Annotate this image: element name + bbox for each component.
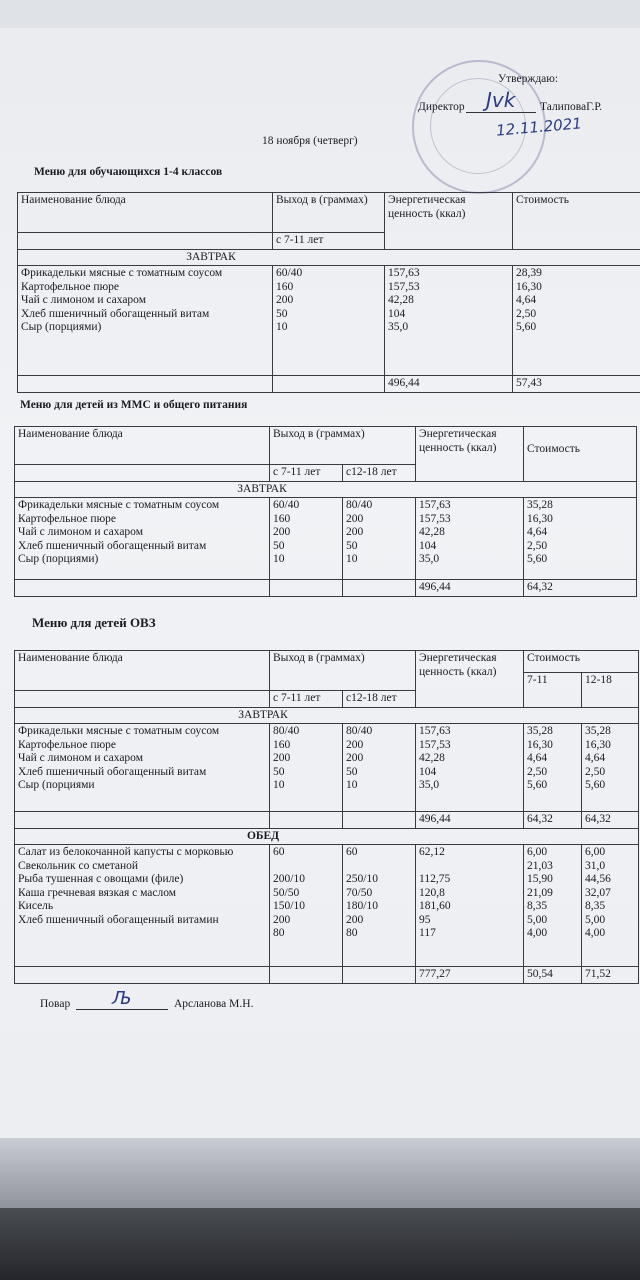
meal-row: ЗАВТРАК xyxy=(18,249,640,266)
dish: Фрикадельки мясные с томатным соусом xyxy=(18,725,220,737)
cost: 5,00 xyxy=(585,913,606,926)
cost1-cell xyxy=(524,845,582,967)
cost: 21,09 xyxy=(527,886,553,899)
total-energy: 496,44 xyxy=(385,376,513,393)
col-name-header: Наименование блюда xyxy=(18,193,273,233)
yield: 180/10 xyxy=(346,900,378,912)
energy-cell xyxy=(416,724,524,812)
cost: 8,35 xyxy=(585,900,606,912)
total-cost: 57,43 xyxy=(513,376,640,393)
col-energy-header: Энергетическая ценность (ккал) xyxy=(416,651,524,708)
lunch-row: ОБЕД xyxy=(15,828,639,845)
col-cost-header: Стоимость xyxy=(524,651,639,673)
yield: 60/40 xyxy=(273,499,300,511)
cost: 5,60 xyxy=(527,779,548,791)
cook-name: Арсланова М.Н. xyxy=(174,998,254,1010)
photo-top-edge xyxy=(0,0,640,28)
energy: 181,60 xyxy=(419,900,451,912)
energy: 35,0 xyxy=(419,779,440,791)
yield: 150/10 xyxy=(273,900,305,912)
yield: 200 xyxy=(346,752,364,764)
dish: Сыр (порциями) xyxy=(18,553,99,565)
dishes-cell xyxy=(15,724,270,812)
yield: 50 xyxy=(276,307,288,320)
meal-row: ЗАВТРАК xyxy=(15,481,637,498)
cook-signature-line xyxy=(76,1009,168,1010)
cost: 44,56 xyxy=(585,873,611,885)
yield: 200 xyxy=(273,526,291,538)
col-cost-header: Стоимость xyxy=(513,193,640,250)
approve-label: Утверждаю: xyxy=(498,73,559,85)
yield: 60 xyxy=(273,846,285,858)
cost: 6,00 xyxy=(527,846,548,858)
director-label: Директор xyxy=(418,101,465,113)
cost-cell xyxy=(513,266,640,376)
energy: 104 xyxy=(419,765,437,778)
cost: 4,00 xyxy=(527,927,548,939)
cost: 2,50 xyxy=(516,307,537,320)
energy: 42,28 xyxy=(419,526,445,538)
col-energy-header: Энергетическая ценность (ккал) xyxy=(385,193,513,250)
cost: 35,28 xyxy=(527,499,553,511)
total-cost1: 64,32 xyxy=(524,812,582,829)
cost1-cell xyxy=(524,724,582,812)
energy: 157,53 xyxy=(419,512,451,525)
yield: 10 xyxy=(273,553,285,565)
yield: 50 xyxy=(346,765,358,778)
energy: 42,28 xyxy=(419,752,445,764)
empty-cell xyxy=(343,580,416,597)
empty-cell xyxy=(343,967,416,984)
yield: 10 xyxy=(276,321,288,333)
total-energy: 777,27 xyxy=(416,967,524,984)
total-energy: 496,44 xyxy=(416,580,524,597)
yield: 200 xyxy=(273,913,291,926)
yield: 60/40 xyxy=(276,267,303,279)
cost: 5,60 xyxy=(516,321,537,333)
empty-cell xyxy=(15,967,270,984)
dishes-cell xyxy=(15,845,270,967)
cost: 35,28 xyxy=(527,725,553,737)
cost: 8,35 xyxy=(527,900,548,912)
energy: 104 xyxy=(419,539,437,552)
age2-header: с12-18 лет xyxy=(343,465,416,482)
age1-header: с 7-11 лет xyxy=(270,691,343,708)
section3-table xyxy=(14,650,639,984)
yield xyxy=(273,860,339,874)
photo-bottom-surface xyxy=(0,1138,640,1208)
yield: 80/40 xyxy=(273,725,300,737)
empty-cell xyxy=(270,812,343,829)
energy: 35,0 xyxy=(419,553,440,565)
cost2-cell xyxy=(582,724,639,812)
dish: Сыр (порциями) xyxy=(21,321,102,333)
director-signature: Jvk xyxy=(486,88,516,112)
col-yield-header: Выход в (граммах) xyxy=(270,651,416,691)
yields1-cell xyxy=(270,498,343,580)
dish: Салат из белокочанной капусты с морковью xyxy=(18,846,234,858)
age-header: с 7-11 лет xyxy=(273,233,385,250)
yield: 160 xyxy=(273,512,291,525)
cost: 4,64 xyxy=(516,294,537,306)
dish: Чай с лимоном и сахаром xyxy=(18,752,143,764)
dish: Картофельное пюре xyxy=(18,512,117,525)
cost: 4,64 xyxy=(527,526,548,538)
yield: 200 xyxy=(346,526,364,538)
energy: 95 xyxy=(419,913,431,926)
cost-cell xyxy=(524,498,637,580)
energy: 157,63 xyxy=(419,725,451,737)
section1-title: Меню для обучающихся 1-4 классов xyxy=(34,166,223,178)
yield: 50 xyxy=(273,765,285,778)
yield: 200 xyxy=(346,738,364,751)
dish: Каша гречневая вязкая с маслом xyxy=(18,886,177,899)
dish: Хлеб пшеничный обогащенный витам xyxy=(18,765,207,778)
total-cost2: 71,52 xyxy=(582,967,639,984)
section1-table xyxy=(17,192,640,393)
energy: 35,0 xyxy=(388,321,409,333)
cost: 31,0 xyxy=(585,859,606,872)
yield: 70/50 xyxy=(346,886,373,899)
total-cost: 64,32 xyxy=(524,580,637,597)
cook-signature: Љ xyxy=(112,988,132,1009)
energy: 157,53 xyxy=(419,738,451,751)
cost: 4,64 xyxy=(585,752,606,764)
cost: 15,90 xyxy=(527,873,553,885)
yield: 200/10 xyxy=(273,873,305,885)
section2-table xyxy=(14,426,637,597)
dish: Хлеб пшеничный обогащенный витамин xyxy=(18,913,219,926)
dish: Сыр (порциями xyxy=(18,779,95,791)
cost: 16,30 xyxy=(516,280,542,293)
yield: 200 xyxy=(273,752,291,764)
yield: 250/10 xyxy=(346,873,378,885)
energy: 117 xyxy=(419,927,436,939)
yield: 60 xyxy=(346,846,358,858)
cost: 2,50 xyxy=(527,765,548,778)
photo-dark-edge xyxy=(0,1208,640,1280)
cost: 35,28 xyxy=(585,725,611,737)
yields2-cell xyxy=(343,498,416,580)
total-energy: 496,44 xyxy=(416,812,524,829)
empty-cell xyxy=(15,580,270,597)
empty-cell xyxy=(15,691,270,708)
cost: 28,39 xyxy=(516,267,542,279)
cost: 5,60 xyxy=(585,779,606,791)
energy: 112,75 xyxy=(419,873,451,885)
empty-cell xyxy=(343,812,416,829)
cost: 16,30 xyxy=(527,512,553,525)
dish: Чай с лимоном и сахаром xyxy=(21,294,146,306)
dish: Картофельное пюре xyxy=(21,280,120,293)
empty-cell xyxy=(18,233,273,250)
yield: 50 xyxy=(346,539,358,552)
empty-cell xyxy=(273,376,385,393)
yield: 80 xyxy=(346,927,358,939)
energy: 157,63 xyxy=(419,499,451,511)
dish: Рыба тушенная с овощами (филе) xyxy=(18,873,184,885)
energy: 120,8 xyxy=(419,886,445,899)
dish: Фрикадельки мясные с томатным соусом xyxy=(18,499,220,511)
dish: Фрикадельки мясные с томатным соусом xyxy=(21,267,223,279)
yield: 80/40 xyxy=(346,499,373,511)
dish: Хлеб пшеничный обогащенный витам xyxy=(21,307,210,320)
energy-cell xyxy=(385,266,513,376)
cost: 16,30 xyxy=(585,738,611,751)
yields-cell xyxy=(273,266,385,376)
energy: 42,28 xyxy=(388,294,414,306)
section2-title: Меню для детей из ММС и общего питания xyxy=(20,399,248,411)
dish: Кисель xyxy=(18,900,54,912)
cost: 5,60 xyxy=(527,553,548,565)
cost: 4,64 xyxy=(527,752,548,764)
cost-age1-header: 7-11 xyxy=(524,673,582,708)
yields1-cell xyxy=(270,724,343,812)
yield: 200 xyxy=(346,512,364,525)
total-cost2: 64,32 xyxy=(582,812,639,829)
col-yield-header: Выход в (граммах) xyxy=(270,427,416,465)
cost: 2,50 xyxy=(585,765,606,778)
total-cost1: 50,54 xyxy=(524,967,582,984)
cook-label: Повар xyxy=(40,998,71,1010)
energy-cell xyxy=(416,498,524,580)
age1-header: с 7-11 лет xyxy=(270,465,343,482)
empty-cell xyxy=(270,580,343,597)
energy: 62,12 xyxy=(419,846,445,858)
cost: 6,00 xyxy=(585,846,606,858)
cost: 4,00 xyxy=(585,927,606,939)
section3-title: Меню для детей ОВЗ xyxy=(32,615,156,630)
cost-age2-header: 12-18 xyxy=(582,673,639,708)
empty-cell xyxy=(15,812,270,829)
meal-row: ЗАВТРАК xyxy=(15,707,639,724)
dish: Картофельное пюре xyxy=(18,738,117,751)
yields2-cell xyxy=(343,724,416,812)
dish: Чай с лимоном и сахаром xyxy=(18,526,143,538)
empty-cell xyxy=(15,465,270,482)
yield: 80/40 xyxy=(346,725,373,737)
col-name-header: Наименование блюда xyxy=(15,651,270,691)
energy: 157,53 xyxy=(388,280,420,293)
yield: 10 xyxy=(346,553,358,565)
col-energy-header: Энергетическая ценность (ккал) xyxy=(416,427,524,482)
director-name: ТалиповаГ.Р. xyxy=(540,101,603,113)
cost: 21,03 xyxy=(527,859,553,872)
yield: 200 xyxy=(276,294,294,306)
yield: 80 xyxy=(273,927,285,939)
yields1-cell xyxy=(270,845,343,967)
cost2-cell xyxy=(582,845,639,967)
age2-header: с12-18 лет xyxy=(343,691,416,708)
yield: 160 xyxy=(273,738,291,751)
dish: Хлеб пшеничный обогащенный витам xyxy=(18,539,207,552)
yield: 50/50 xyxy=(273,886,300,899)
cost: 32,07 xyxy=(585,886,611,899)
energy: 157,63 xyxy=(388,267,420,279)
yield xyxy=(346,860,412,874)
energy: 104 xyxy=(388,307,406,320)
cost: 16,30 xyxy=(527,738,553,751)
dish: Свекольник со сметаной xyxy=(18,859,139,872)
menu-date: 18 ноября (четверг) xyxy=(262,135,358,147)
empty-cell xyxy=(18,376,273,393)
yield: 50 xyxy=(273,539,285,552)
yield: 160 xyxy=(276,280,294,293)
yield: 10 xyxy=(346,779,358,791)
cost: 2,50 xyxy=(527,539,548,552)
col-yield-header: Выход в (граммах) xyxy=(273,193,385,233)
dishes-cell xyxy=(15,498,270,580)
stamp-date: 12.11.2021 xyxy=(495,114,583,140)
energy-cell xyxy=(416,845,524,967)
yields2-cell xyxy=(343,845,416,967)
col-name-header: Наименование блюда xyxy=(15,427,270,465)
empty-cell xyxy=(270,967,343,984)
yield: 10 xyxy=(273,779,285,791)
dishes-cell xyxy=(18,266,273,376)
cost: 5,00 xyxy=(527,913,548,926)
yield: 200 xyxy=(346,913,364,926)
signature-line xyxy=(466,112,536,113)
col-cost-header: Стоимость xyxy=(524,427,637,482)
energy xyxy=(419,860,520,874)
